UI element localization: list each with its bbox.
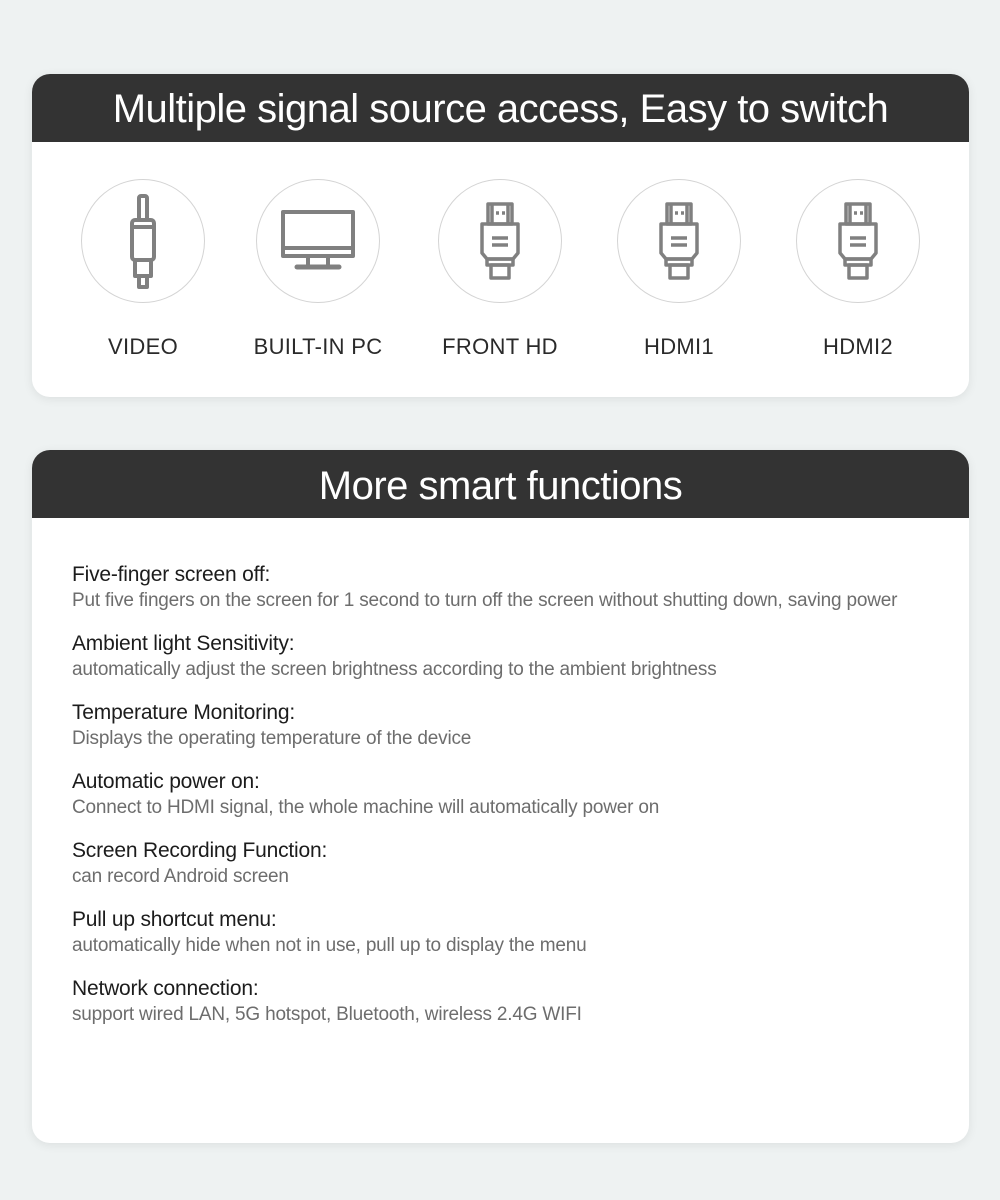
feature-item [72, 700, 969, 752]
hdmi-plug-icon [657, 201, 701, 281]
source-built-in-pc-circle [256, 179, 380, 303]
monitor-icon [280, 209, 356, 273]
source-front-hd [420, 179, 580, 360]
signal-source-list [32, 142, 969, 397]
feature-title: Pull up shortcut menu: [72, 908, 277, 931]
signal-source-card [32, 74, 969, 397]
hdmi-plug-icon [836, 201, 880, 281]
source-video-label: VIDEO [108, 334, 178, 359]
feature-item [72, 769, 969, 821]
feature-item [72, 562, 969, 614]
smart-functions-title: More smart functions [32, 450, 969, 518]
feature-description: automatically adjust the screen brightness according to the ambient brightness [72, 659, 717, 680]
feature-description: Connect to HDMI signal, the whole machine will automatically power on [72, 797, 660, 818]
source-hdmi2-circle [796, 179, 920, 303]
source-built-in-pc-label: BUILT-IN PC [253, 334, 383, 359]
feature-item [72, 631, 969, 683]
source-hdmi2-label: HDMI2 [823, 334, 893, 359]
feature-title: Temperature Monitoring: [72, 701, 296, 724]
source-video-circle [81, 179, 205, 303]
source-hdmi1-label: HDMI1 [644, 334, 714, 359]
feature-title: Automatic power on: [72, 770, 260, 793]
source-front-hd-label: FRONT HD [442, 334, 558, 359]
source-built-in-pc [238, 179, 398, 360]
av-plug-icon [123, 191, 163, 291]
feature-item [72, 976, 969, 1028]
feature-title: Five-finger screen off: [72, 563, 271, 586]
feature-description: support wired LAN, 5G hotspot, Bluetooth, wireless 2.4G WIFI [72, 1004, 582, 1025]
source-hdmi1 [599, 179, 759, 360]
feature-description: Displays the operating temperature of the device [72, 728, 472, 749]
feature-title: Screen Recording Function: [72, 839, 328, 862]
source-video [63, 179, 223, 360]
feature-description: can record Android screen [72, 866, 289, 887]
feature-description: Put five fingers on the screen for 1 second to turn off the screen without shutting down, saving power [72, 590, 898, 611]
smart-functions-card [32, 450, 969, 1143]
signal-source-title: Multiple signal source access, Easy to switch [32, 74, 969, 142]
feature-item [72, 838, 969, 890]
source-front-hd-circle [438, 179, 562, 303]
feature-list [32, 518, 969, 1028]
source-hdmi1-circle [617, 179, 741, 303]
feature-title: Ambient light Sensitivity: [72, 632, 295, 655]
feature-item [72, 907, 969, 959]
source-hdmi2 [778, 179, 938, 360]
feature-description: automatically hide when not in use, pull up to display the menu [72, 935, 587, 956]
feature-title: Network connection: [72, 977, 259, 1000]
hdmi-plug-icon [478, 201, 522, 281]
